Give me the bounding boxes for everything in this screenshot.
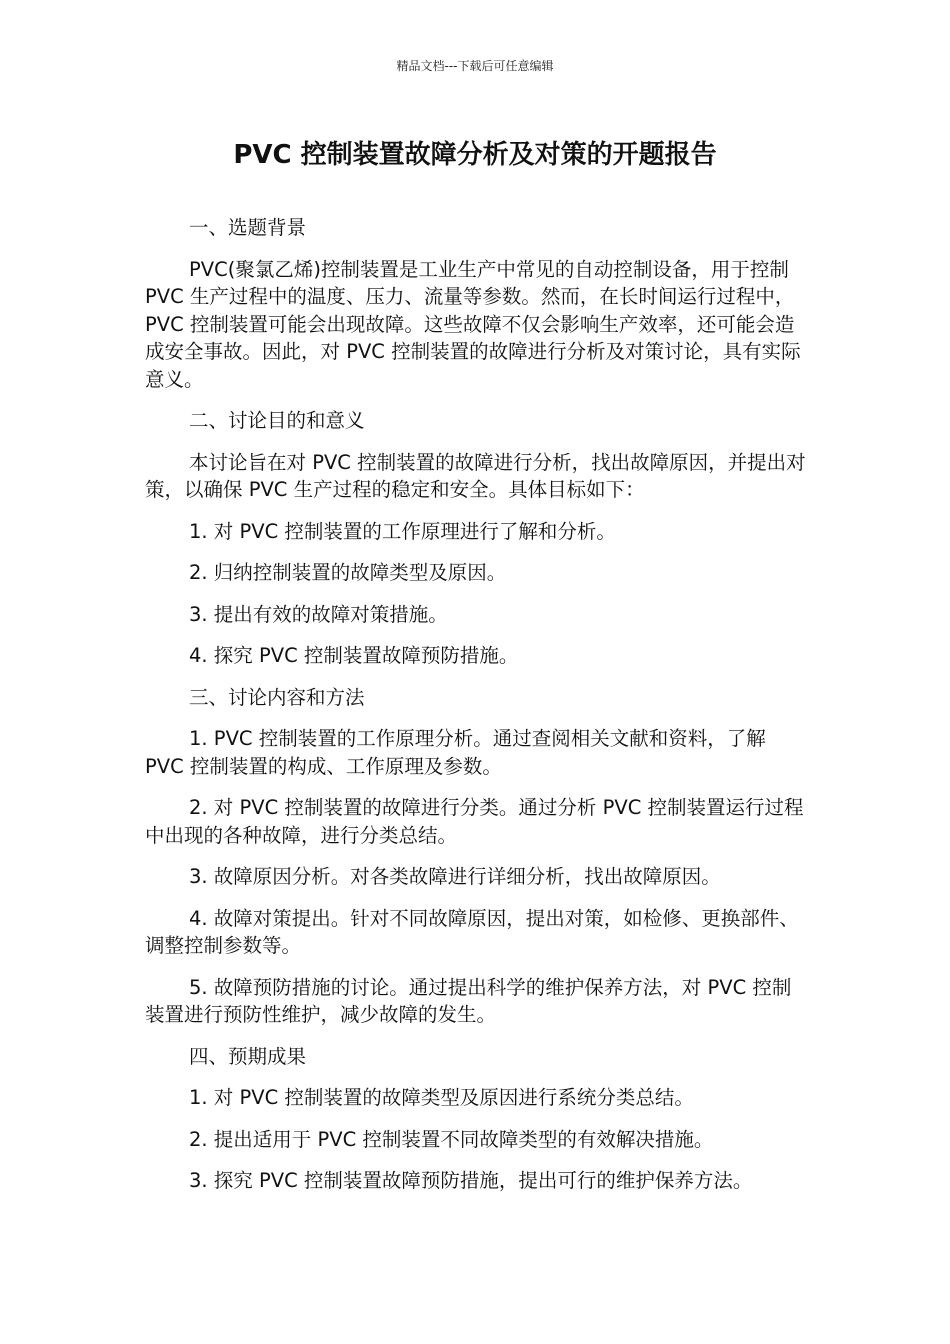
document-body — [145, 214, 809, 1209]
section-heading-purpose: 二、讨论目的和意义 — [189, 409, 365, 432]
purpose-item: 3. 提出有效的故障对策措施。 — [189, 602, 448, 626]
purpose-item: 4. 探究 PVC 控制装置故障预防措施。 — [189, 644, 519, 667]
section-heading-background: 一、选题背景 — [189, 216, 307, 239]
section-heading-outcomes: 四、预期成果 — [189, 1044, 307, 1068]
header-note: 精品文档---下载后可任意编辑 — [396, 59, 554, 73]
outcome-item: 1. 对 PVC 控制装置的故障类型及原因进行系统分类总结。 — [189, 1086, 694, 1109]
background-paragraph: PVC(聚氯乙烯)控制装置是工业生产中常见的自动控制设备，用于控制 PVC 生产过程中的温度、压力、流量等参数。然而，在长时间运行过程中，PVC 控制装置可能会出现故障。这些故障不仅会影响生产效率，还可能会造成安全事故。因此，对 PVC 控制装置的故障进行分析及对策讨论，具有实际意义。 — [145, 257, 801, 391]
purpose-item: 2. 归纳控制装置的故障类型及原因。 — [189, 561, 507, 584]
document-title: PVC 控制装置故障分析及对策的开题报告 — [233, 140, 717, 170]
method-item: 4. 故障对策提出。针对不同故障原因，提出对策，如检修、更换部件、调整控制参数等。 — [145, 906, 799, 957]
method-item: 2. 对 PVC 控制装置的故障进行分类。通过分析 PVC 控制装置运行过程中出现的各种故障，进行分类总结。 — [145, 796, 804, 847]
purpose-paragraph: 本讨论旨在对 PVC 控制装置的故障进行分析，找出故障原因，并提出对策，以确保 PVC 生产过程的稳定和安全。具体目标如下： — [145, 450, 806, 501]
method-item: 5. 故障预防措施的讨论。通过提出科学的维护保养方法，对 PVC 控制装置进行预防性维护，减少故障的发生。 — [145, 975, 792, 1026]
outcome-item: 2. 提出适用于 PVC 控制装置不同故障类型的有效解决措施。 — [189, 1127, 714, 1151]
method-item: 3. 故障原因分析。对各类故障进行详细分析，找出故障原因。 — [189, 865, 721, 888]
section-heading-methods: 三、讨论内容和方法 — [189, 685, 365, 709]
outcome-item: 3. 探究 PVC 控制装置故障预防措施，提出可行的维护保养方法。 — [189, 1169, 753, 1192]
purpose-item: 1. 对 PVC 控制装置的工作原理进行了解和分析。 — [189, 519, 616, 543]
method-item: 1. PVC 控制装置的工作原理分析。通过查阅相关文献和资料，了解 PVC 控制装置的构成、工作原理及参数。 — [145, 727, 766, 778]
